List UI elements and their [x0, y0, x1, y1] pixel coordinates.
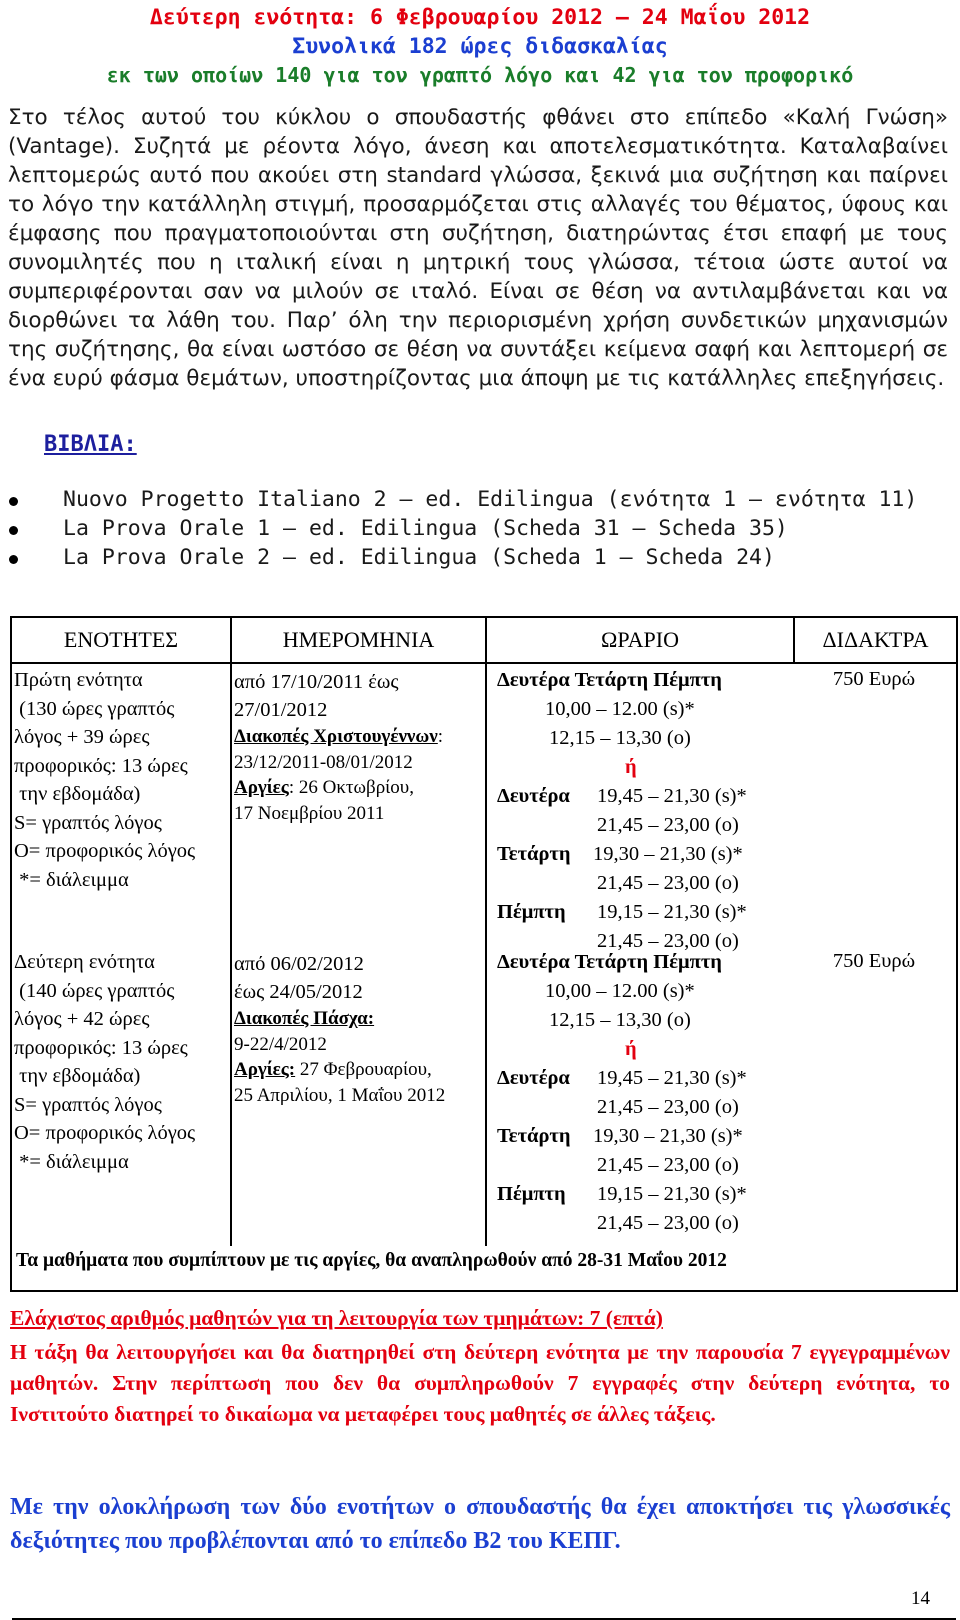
row2-unit: Δεύτερη ενότητα (140 ώρες γραπτός λόγος + 42 ώρες προφορικός: 13 ώρες την εβδομάδα) S= γραπτός λόγος O= προφορικός λόγος *= διάλειμμα: [14, 951, 196, 1173]
row1-dates: από 17/10/2011 έως 27/01/2012 Διακοπές Χριστουγέννων: 23/12/2011-08/01/2012 Αργίες: 26 Οκτωβρίου, 17 Νοεμβρίου 2011: [234, 671, 444, 824]
intro-text: Στο τέλος αυτού του κύκλου ο σπουδαστής φθάνει στο επίπεδο «Καλή Γνώση» (Vantage). Συζητά με ρέοντα λόγο, άνεση και αποτελεσματικότητα. Καταλαβαίνει λεπτομερώς αυτό που ακούει στη standard γλώσσα, ξεκινά μια συζήτηση και παίρνει το λόγο την κατάλληλη στιγμή, προσαρμόζεται στις αλλαγές του θέματος, ύφους και έμφασης που πραγματοποιούνται στη συζήτηση, διατηρώντας έτσι επαφή με τους συνομιλητές που η ιταλική είναι η μητρική τους γλώσσα, τέτοια ώστε αυτοί να συμπεριφέρονται σαν να μιλούν σε ιταλό. Είναι σε θέση να αντιλαμβάνεται και να διορθώνει τα λάθη του. Παρ’ όλη την περιορισμένη χρήση συνδετικών μηχανισμών της συζήτησης, θα είναι ωστόσο σε θέση να συντάξει κείμενα σαφή και λεπτομερή σε ένα ευρύ φάσμα θεμάτων, υποστηρίζοντας μια άποψη με τις κατάλληλες επεξηγήσεις.: [8, 105, 948, 391]
bullet-icon: [9, 555, 18, 564]
minimum-title: Ελάχιστος αριθμός μαθητών για τη λειτουργία των τμημάτων: 7 (επτά): [10, 1306, 663, 1330]
header-fees: ΔΙΔΑΚΤΡΑ: [822, 627, 929, 652]
bullet-icon: [9, 526, 18, 535]
header-breakdown: εκ των οποίων 140 για τον γραπτό λόγο και 42 για τον προφορικό: [106, 63, 854, 87]
row1-fee: 750 Ευρώ: [832, 668, 916, 690]
header-date: ΗΜΕΡΟΜΗΝΙΑ: [282, 627, 435, 652]
book-label: Nuovo Progetto Italiano 2 – ed. Edilingua (ενότητα 1 – ενότητα 11): [63, 487, 918, 512]
row2-schedule: Δευτέρα Τετάρτη Πέμπτη 10,00 – 12.00 (s)* 12,15 – 13,30 (o) ή Δευτέρα 19,45 – 21,30 (s)* 21,45 – 23,00 (o) Τετάρτη 19,30 – 21,30 (s)* 21,45 – 23,00 (o) Πέμπτη 19,15 – 21,30 (s)* 21,45 – 23,00 (o): [497, 951, 747, 1234]
header-schedule: ΩΡΑΡΙΟ: [601, 627, 679, 652]
header-units: ΕΝΟΤΗΤΕΣ: [63, 627, 179, 652]
row1-unit: Πρώτη ενότητα (130 ώρες γραπτός λόγος + 39 ώρες προφορικός: 13 ώρες την εβδομάδα) S= γραπτός λόγος O= προφορικός λόγος *= διάλειμμα: [14, 669, 196, 891]
book-label: La Prova Orale 1 – ed. Edilingua (Scheda 31 – Scheda 35): [63, 516, 788, 541]
header-hours: Συνολικά 182 ώρες διδασκαλίας: [292, 34, 668, 59]
books-title: ΒΙΒΛΙΑ:: [44, 432, 137, 457]
page-number: 14: [911, 1588, 930, 1609]
row1-schedule: Δευτέρα Τετάρτη Πέμπτη 10,00 – 12.00 (s)* 12,15 – 13,30 (o) ή Δευτέρα 19,45 – 21,30 (s)* 21,45 – 23,00 (o) Τετάρτη 19,30 – 21,30 (s)* 21,45 – 23,00 (o) Πέμπτη 19,15 – 21,30 (s)* 21,45 – 23,00 (o): [497, 669, 747, 952]
books-list: [9, 487, 918, 577]
header-title: Δεύτερη ενότητα: 6 Φεβρουαρίου 2012 – 24 Μαΐου 2012: [149, 5, 811, 30]
row2-dates: από 06/02/2012 έως 24/05/2012 Διακοπές Πάσχα: 9-22/4/2012 Αργίες: 27 Φεβρουαρίου, 25 Απριλίου, 1 Μαΐου 2012: [234, 953, 446, 1106]
schedule-table: [10, 616, 958, 1292]
minimum-text: Η τάξη θα λειτουργήσει και θα διατηρηθεί στη δεύτερη ενότητα με την παρουσία 7 εγγεγραμμένων μαθητών. Στην περίπτωση που δεν θα συμπληρωθούν 7 εγγραφές στην δεύτερη ενότητα, το Ινστιτούτο διατηρεί το δικαίωμα να μεταφέρει τους μαθητές σε άλλες τάξεις.: [10, 1340, 950, 1426]
row2-fee: 750 Ευρώ: [832, 950, 916, 972]
bullet-icon: [9, 497, 18, 506]
intro-paragraph: [8, 103, 948, 393]
conclusion-text: Με την ολοκλήρωση των δύο ενοτήτων ο σπουδαστής θα έχει αποκτήσει τις γλωσσικές δεξιότητες που προβλέπονται από το επίπεδο Β2 του ΚΕΠΓ.: [10, 1494, 950, 1554]
book-label: La Prova Orale 2 – ed. Edilingua (Scheda 1 – Scheda 24): [63, 545, 775, 570]
table-note: Τα μαθήματα που συμπίπτουν με τις αργίες, θα αναπληρωθούν από 28-31 Μαΐου 2012: [16, 1250, 727, 1271]
